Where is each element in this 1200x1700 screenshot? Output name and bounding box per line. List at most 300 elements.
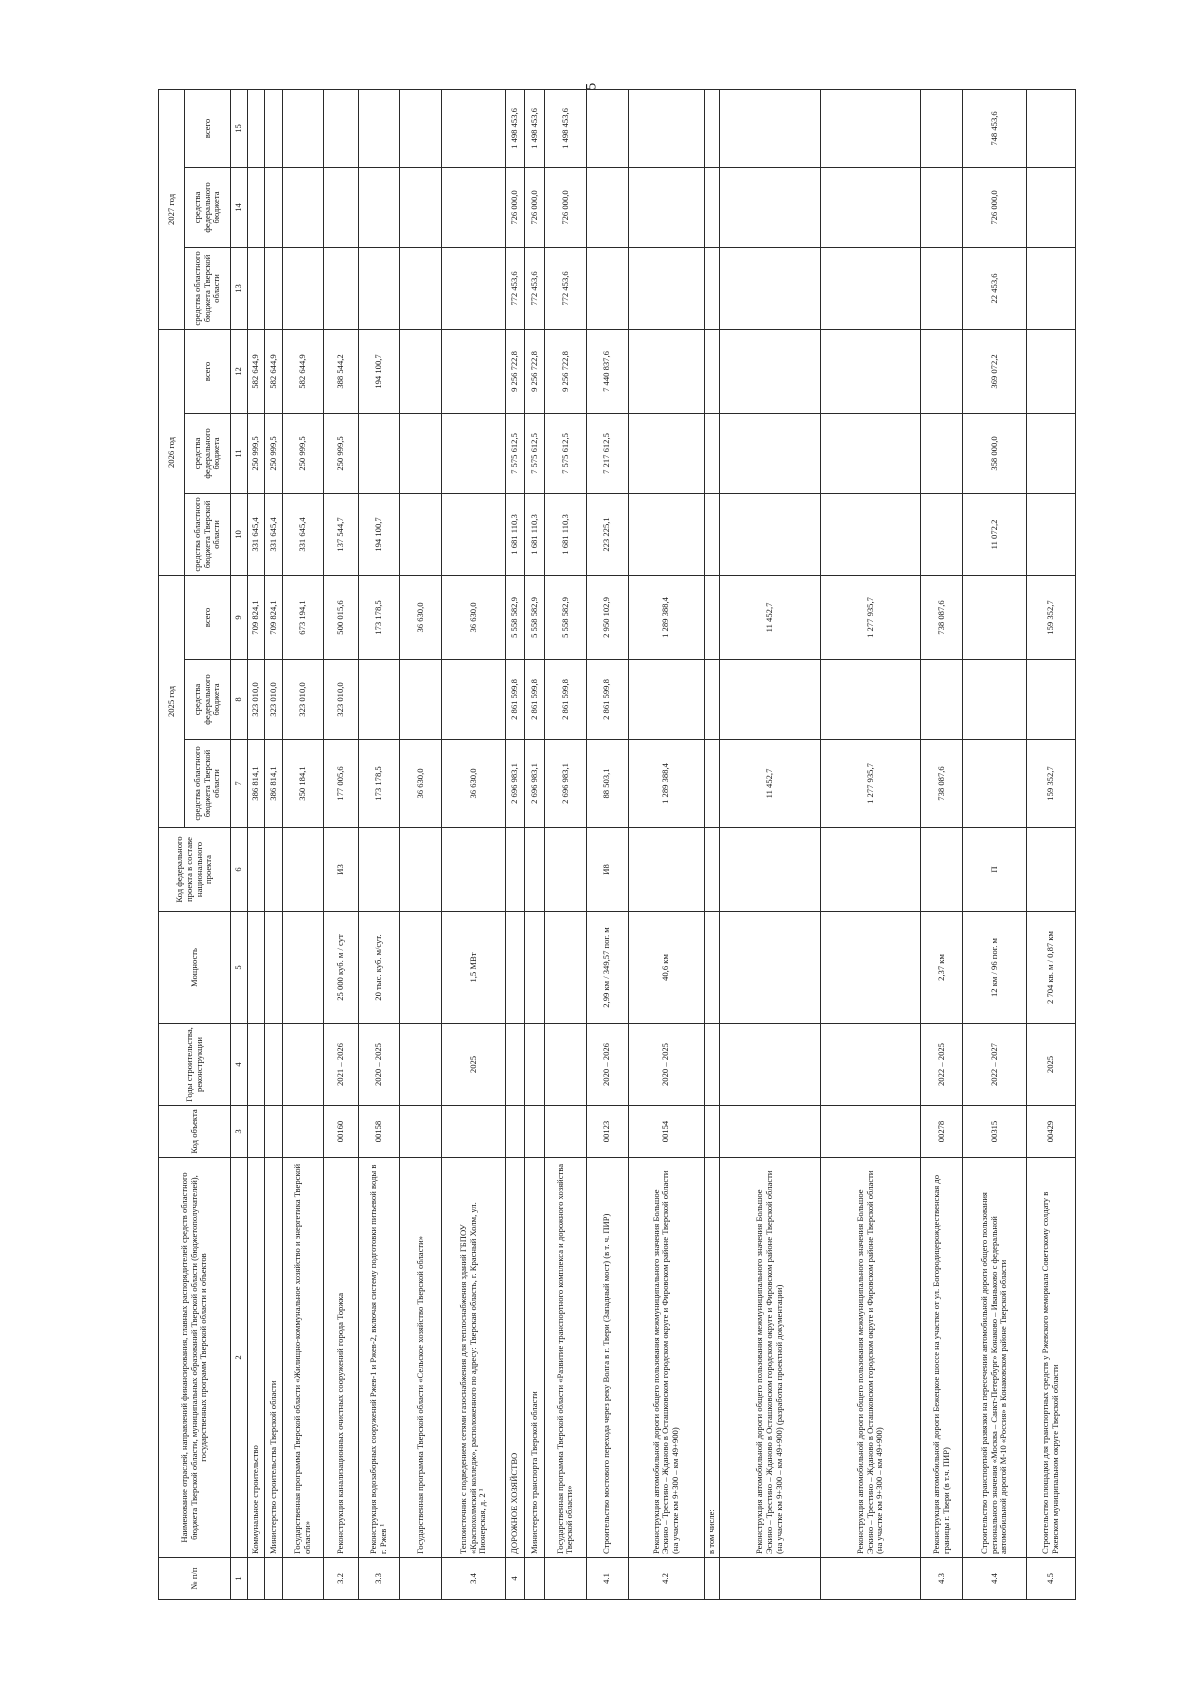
table-cell-t27: 748 453,6 [963, 89, 1027, 167]
table-cell-f27 [704, 167, 719, 247]
header-fedproj: Код федерального проекта в составе национального проекта [159, 828, 231, 912]
table-cell-years [545, 1024, 587, 1106]
table-cell-t27 [358, 89, 400, 167]
table-cell-code [248, 1106, 265, 1158]
table-cell-r26: 194 100,7 [358, 493, 400, 575]
table-cell-num [545, 1558, 587, 1600]
header-code: Код объекта [159, 1106, 231, 1158]
page-number: 5 [583, 82, 600, 91]
table-cell-r26: 1 681 110,3 [505, 493, 525, 575]
table-cell-f27 [720, 167, 821, 247]
table-cell-t26 [921, 329, 963, 413]
table-cell-code: 00123 [586, 1106, 628, 1158]
table-cell-r27 [628, 247, 704, 329]
table-cell-t25: 5 558 582,9 [505, 575, 525, 659]
table-row [282, 89, 324, 1599]
table-cell-t27 [324, 89, 358, 167]
table-cell-t27: 1 498 453,6 [525, 89, 545, 167]
table-cell-t25: 159 352,7 [1026, 575, 1075, 659]
table-cell-r26 [704, 493, 719, 575]
column-index: 12 [231, 329, 248, 413]
table-cell-r27 [324, 247, 358, 329]
table-cell-num [704, 1558, 719, 1600]
table-cell-power [545, 912, 587, 1024]
column-index: 8 [231, 660, 248, 740]
table-cell-power: 20 тыс. куб. м/сут. [358, 912, 400, 1024]
table-cell-num: 4.4 [963, 1558, 1027, 1600]
table-cell-r25: 738 087,6 [921, 740, 963, 828]
header-years: Годы строительства, реконструкции [159, 1024, 231, 1106]
table-cell-years: 2020 – 2026 [586, 1024, 628, 1106]
table-cell-power: 2,99 км / 349,57 пог. м [586, 912, 628, 1024]
header-2025-federal: средства федерального бюджета [185, 660, 231, 740]
table-cell-code [282, 1106, 324, 1158]
table-row [358, 89, 400, 1599]
header-2027-regional: средства областного бюджета Тверской области [185, 247, 231, 329]
table-cell-f25: 2 861 599,8 [545, 660, 587, 740]
header-2025-total: всего [185, 575, 231, 659]
table-cell-num [248, 1558, 265, 1600]
table-cell-f26 [921, 413, 963, 493]
table-cell-code: 00315 [963, 1106, 1027, 1158]
table-cell-r25: 386 814,1 [265, 740, 282, 828]
table-row [400, 89, 442, 1599]
table-row [324, 89, 358, 1599]
table-cell-name: Государственная программа Тверской области «Жилищно-коммунальное хозяйство и энергетика Тверской области» [282, 1158, 324, 1558]
table-cell-t25: 738 087,6 [921, 575, 963, 659]
table-cell-r27 [720, 247, 821, 329]
table-cell-t27: 1 498 453,6 [545, 89, 587, 167]
header-2025-regional: средства областного бюджета Тверской области [185, 740, 231, 828]
table-cell-name: Строительство мостового перехода через реку Волга в г. Твери (Западный мост) (в т. ч. ПИР) [586, 1158, 628, 1558]
table-cell-t25: 36 630,0 [400, 575, 442, 659]
table-cell-t27 [820, 89, 921, 167]
table-cell-years: 2020 – 2025 [358, 1024, 400, 1106]
table-cell-power [720, 912, 821, 1024]
table-row [720, 89, 821, 1599]
table-cell-power: 12 км / 96 пог. м [963, 912, 1027, 1024]
table-cell-f26: 7 217 612,5 [586, 413, 628, 493]
table-cell-r25: 36 630,0 [400, 740, 442, 828]
table-cell-f25: 323 010,0 [248, 660, 265, 740]
table-cell-t27 [248, 89, 265, 167]
table-cell-t26 [442, 329, 506, 413]
header-2027-federal: средства федерального бюджета [185, 167, 231, 247]
table-cell-f26: 358 000,0 [963, 413, 1027, 493]
table-cell-r25: 177 005,6 [324, 740, 358, 828]
table-cell-t26: 369 072,2 [963, 329, 1027, 413]
table-cell-name: ДОРОЖНОЕ ХОЗЯЙСТВО [505, 1158, 525, 1558]
table-cell-fp: И8 [586, 828, 628, 912]
table-cell-r25: 36 630,0 [442, 740, 506, 828]
table-cell-f26: 250 999,5 [324, 413, 358, 493]
table-cell-name: Реконструкция автомобильной дороги общего пользования межмуниципального значения Большое Эскино – Трестино – Жданово в Осташковском городском округе и Фировском районе Тверской области (на участке км 9+300 – км 49+900) [820, 1158, 921, 1558]
table-cell-fp [720, 828, 821, 912]
table-cell-code [442, 1106, 506, 1158]
table-cell-r25: 386 814,1 [248, 740, 265, 828]
table-cell-name: Строительство площадки для транспортных средств у Ржевского мемориала Советскому солдату в Ржевском муниципальном округе Тверской области [1026, 1158, 1075, 1558]
table-row [586, 89, 628, 1599]
table-cell-f25: 323 010,0 [324, 660, 358, 740]
table-cell-t25 [963, 575, 1027, 659]
table-cell-years [400, 1024, 442, 1106]
table-cell-name: Строительство транспортной развязки на пересечении автомобильной дороги общего пользования регионального значения «Москва – Санкт-Петербург» Конаково – Иваньково с федеральной автомобильной дорогой М-10 «Россия» в Конаковском районе Тверской области [963, 1158, 1027, 1558]
table-cell-r26: 1 681 110,3 [545, 493, 587, 575]
table-cell-t27 [586, 89, 628, 167]
table-cell-fp [248, 828, 265, 912]
column-index: 14 [231, 167, 248, 247]
table-cell-t27 [442, 89, 506, 167]
table-row [963, 89, 1027, 1599]
table-cell-t26 [400, 329, 442, 413]
table-cell-t26: 194 100,7 [358, 329, 400, 413]
column-index: 3 [231, 1106, 248, 1158]
table-cell-t25: 500 015,6 [324, 575, 358, 659]
table-cell-power [505, 912, 525, 1024]
table-cell-t26: 9 256 722,8 [545, 329, 587, 413]
table-cell-t25: 2 950 102,9 [586, 575, 628, 659]
table-cell-f27: 726 000,0 [525, 167, 545, 247]
table-cell-f25 [628, 660, 704, 740]
table-cell-f27 [1026, 167, 1075, 247]
table-cell-f26: 250 999,5 [265, 413, 282, 493]
table-cell-t25: 1 289 388,4 [628, 575, 704, 659]
table-cell-power: 2,37 км [921, 912, 963, 1024]
table-cell-t26: 582 644,9 [265, 329, 282, 413]
table-cell-r26: 331 645,4 [248, 493, 265, 575]
table-cell-years [820, 1024, 921, 1106]
table-cell-num [265, 1558, 282, 1600]
table-cell-r26: 331 645,4 [282, 493, 324, 575]
table-cell-f26 [720, 413, 821, 493]
table-cell-code [505, 1106, 525, 1158]
table-cell-t26 [720, 329, 821, 413]
table-cell-years [265, 1024, 282, 1106]
header-power: Мощность [159, 912, 231, 1024]
column-index: 4 [231, 1024, 248, 1106]
table-cell-power [282, 912, 324, 1024]
table-cell-f26: 250 999,5 [248, 413, 265, 493]
header-2025: 2025 год [159, 575, 185, 827]
table-row [545, 89, 587, 1599]
table-cell-t27: 1 498 453,6 [505, 89, 525, 167]
table-cell-f27 [358, 167, 400, 247]
table-cell-years [248, 1024, 265, 1106]
table-cell-years [525, 1024, 545, 1106]
table-cell-f25 [1026, 660, 1075, 740]
table-cell-f27 [265, 167, 282, 247]
table-cell-num: 3.4 [442, 1558, 506, 1600]
table-cell-t27 [720, 89, 821, 167]
table-cell-fp [400, 828, 442, 912]
table-cell-r25 [704, 740, 719, 828]
table-cell-t26: 7 440 837,6 [586, 329, 628, 413]
table-cell-years: 2020 – 2025 [628, 1024, 704, 1106]
table-cell-r26: 331 645,4 [265, 493, 282, 575]
table-cell-f27 [324, 167, 358, 247]
table-cell-f25 [720, 660, 821, 740]
table-cell-f25 [400, 660, 442, 740]
table-cell-f27 [586, 167, 628, 247]
table-cell-f27: 726 000,0 [545, 167, 587, 247]
table-cell-t25: 673 194,1 [282, 575, 324, 659]
table-cell-f25 [358, 660, 400, 740]
table-cell-f27 [442, 167, 506, 247]
table-cell-power [704, 912, 719, 1024]
table-cell-r27 [265, 247, 282, 329]
table-cell-f26 [400, 413, 442, 493]
table-cell-r26 [921, 493, 963, 575]
table-cell-fp: И3 [324, 828, 358, 912]
table-cell-f26: 7 575 612,5 [505, 413, 525, 493]
table-row [820, 89, 921, 1599]
table-cell-f25: 2 861 599,8 [586, 660, 628, 740]
table-cell-f27: 726 000,0 [505, 167, 525, 247]
table-cell-r27 [248, 247, 265, 329]
table-cell-r25: 173 178,5 [358, 740, 400, 828]
table-cell-f27 [820, 167, 921, 247]
table-cell-r27 [921, 247, 963, 329]
table-cell-r27 [704, 247, 719, 329]
table-cell-t26: 582 644,9 [282, 329, 324, 413]
table-cell-t27 [282, 89, 324, 167]
table-cell-f26 [704, 413, 719, 493]
table-cell-num: 4 [505, 1558, 525, 1600]
table-cell-code [720, 1106, 821, 1158]
table-cell-code: 00160 [324, 1106, 358, 1158]
table-cell-years [704, 1024, 719, 1106]
table-body [231, 89, 1076, 1599]
table-cell-t26 [820, 329, 921, 413]
table-cell-r26 [400, 493, 442, 575]
table-cell-name: Министерство строительства Тверской области [265, 1158, 282, 1558]
table-cell-name: Реконструкция водозаборных сооружений Ржев-1 и Ржев-2, включая систему подготовки питьевой воды в г. Ржев ¹ [358, 1158, 400, 1558]
table-cell-r26 [820, 493, 921, 575]
table-cell-r27: 772 453,6 [525, 247, 545, 329]
table-cell-f25 [704, 660, 719, 740]
table-cell-t25: 709 824,1 [265, 575, 282, 659]
table-cell-years [720, 1024, 821, 1106]
table-cell-fp [704, 828, 719, 912]
table-cell-r27 [1026, 247, 1075, 329]
table-row [248, 89, 265, 1599]
table-cell-t26: 388 544,2 [324, 329, 358, 413]
table-cell-num [720, 1558, 821, 1600]
table-cell-f26 [628, 413, 704, 493]
table-cell-r25 [963, 740, 1027, 828]
table-cell-years: 2025 [1026, 1024, 1075, 1106]
table-cell-code [704, 1106, 719, 1158]
table-cell-num: 4.1 [586, 1558, 628, 1600]
header-name: Наименование отраслей, направлений финансирования, главных распорядителей средств областного бюджета Тверской области, муниципальных образований Тверской области (бюджетополучателей), государственных программ Тверской области и объектов [159, 1158, 231, 1558]
table-cell-t27 [704, 89, 719, 167]
table-cell-f26 [820, 413, 921, 493]
table-cell-code: 00278 [921, 1106, 963, 1158]
table-cell-r27: 772 453,6 [545, 247, 587, 329]
table-cell-t27 [628, 89, 704, 167]
table-cell-f27: 726 000,0 [963, 167, 1027, 247]
table-cell-years: 2022 – 2027 [963, 1024, 1027, 1106]
table-cell-r26: 11 072,2 [963, 493, 1027, 575]
table-cell-num: 3.3 [358, 1558, 400, 1600]
table-cell-f27 [248, 167, 265, 247]
table-cell-r26 [720, 493, 821, 575]
table-cell-fp [820, 828, 921, 912]
table-cell-name: Теплоисточник с подведением сетями газоснабжения для теплоснабжения зданий ГБПОУ «Красnoхолмский колледж», расположенного по адресу: Тверская область, г. Красный Холм, ул. Пионерская, д. 2 ¹ [442, 1158, 506, 1558]
table-cell-code [400, 1106, 442, 1158]
table-cell-f25: 323 010,0 [265, 660, 282, 740]
table-cell-years: 2022 – 2025 [921, 1024, 963, 1106]
table-cell-r27 [820, 247, 921, 329]
table-cell-f25: 323 010,0 [282, 660, 324, 740]
header-num: № п/п [159, 1558, 231, 1600]
table-cell-f26 [358, 413, 400, 493]
table-row [505, 89, 525, 1599]
table-cell-f26 [1026, 413, 1075, 493]
table-cell-power [820, 912, 921, 1024]
table-row [921, 89, 963, 1599]
table-cell-power [400, 912, 442, 1024]
table-cell-t25: 709 824,1 [248, 575, 265, 659]
table-cell-years [282, 1024, 324, 1106]
table-cell-r27 [358, 247, 400, 329]
table-cell-r26: 137 544,7 [324, 493, 358, 575]
table-cell-r27 [282, 247, 324, 329]
table-cell-fp [545, 828, 587, 912]
column-index: 1 [231, 1558, 248, 1600]
table-cell-f26 [442, 413, 506, 493]
table-cell-t27 [265, 89, 282, 167]
table-cell-power [525, 912, 545, 1024]
table-cell-fp [265, 828, 282, 912]
rotated-table-container [158, 100, 1076, 1600]
table-cell-num [400, 1558, 442, 1600]
table-cell-name: в том числе: [704, 1158, 719, 1558]
table-row [1026, 89, 1075, 1599]
table-cell-f27 [282, 167, 324, 247]
table-cell-r26: 1 681 110,3 [525, 493, 545, 575]
table-cell-r25: 2 696 983,1 [525, 740, 545, 828]
table-row [704, 89, 719, 1599]
table-cell-r26 [442, 493, 506, 575]
table-cell-r27 [586, 247, 628, 329]
table-cell-t26 [628, 329, 704, 413]
table-cell-fp [442, 828, 506, 912]
table-cell-num [525, 1558, 545, 1600]
table-cell-fp [1026, 828, 1075, 912]
table-cell-r25: 2 696 983,1 [545, 740, 587, 828]
table-cell-name: Реконструкция автомобильной дороги Бежецкое шоссе на участке от ул. Богородицерождественская до границы г. Твери (в т.ч. ПИР) [921, 1158, 963, 1558]
table-cell-num [820, 1558, 921, 1600]
table-cell-r26 [628, 493, 704, 575]
table-cell-code [820, 1106, 921, 1158]
table-cell-num: 4.5 [1026, 1558, 1075, 1600]
table-cell-t27 [400, 89, 442, 167]
table-cell-r25: 350 184,1 [282, 740, 324, 828]
table-cell-name: Реконструкция автомобильной дороги общего пользования межмуниципального значения Большое Эскино – Трестино – Жданово в Осташковском городском округе и Фировском районе Тверской области (на участке км 9+300 – км 49+900) [628, 1158, 704, 1558]
table-cell-r26: 223 225,1 [586, 493, 628, 575]
table-cell-fp [525, 828, 545, 912]
table-cell-num: 3.2 [324, 1558, 358, 1600]
column-index: 9 [231, 575, 248, 659]
table-cell-f25 [442, 660, 506, 740]
table-row [628, 89, 704, 1599]
table-cell-t27 [1026, 89, 1075, 167]
table-cell-f27 [628, 167, 704, 247]
table-cell-num [282, 1558, 324, 1600]
table-cell-f26: 250 999,5 [282, 413, 324, 493]
table-cell-name: Реконструкция канализационных очистных сооружений города Торжка [324, 1158, 358, 1558]
table-cell-code: 00429 [1026, 1106, 1075, 1158]
table-cell-t26: 9 256 722,8 [525, 329, 545, 413]
table-cell-power: 1,5 МВт [442, 912, 506, 1024]
table-cell-f25 [963, 660, 1027, 740]
table-cell-code [265, 1106, 282, 1158]
table-cell-name: Министерство транспорта Тверской области [525, 1158, 545, 1558]
table-cell-f26: 7 575 612,5 [545, 413, 587, 493]
header-2026: 2026 год [159, 329, 185, 575]
table-cell-f25: 2 861 599,8 [525, 660, 545, 740]
header-2027-total: всего [185, 89, 231, 167]
table-cell-f25 [921, 660, 963, 740]
table-cell-fp [628, 828, 704, 912]
table-cell-name: Государственная программа Тверской области «Сельское хозяйство Тверской области» [400, 1158, 442, 1558]
table-cell-years: 2025 [442, 1024, 506, 1106]
table-cell-t25: 11 452,7 [720, 575, 821, 659]
table-cell-t25 [704, 575, 719, 659]
table-row [525, 89, 545, 1599]
table-cell-r27: 772 453,6 [505, 247, 525, 329]
table-cell-code: 00158 [358, 1106, 400, 1158]
table-cell-r25: 11 452,7 [720, 740, 821, 828]
budget-table [158, 89, 1076, 1600]
table-cell-r25: 1 289 388,4 [628, 740, 704, 828]
table-row [442, 89, 506, 1599]
table-cell-r26 [1026, 493, 1075, 575]
table-cell-power: 2 704 кв. м / 0,87 км [1026, 912, 1075, 1024]
table-cell-fp [282, 828, 324, 912]
table-cell-t26 [704, 329, 719, 413]
table-cell-fp [921, 828, 963, 912]
table-cell-r25: 88 503,1 [586, 740, 628, 828]
table-cell-power: 25 000 куб. м / сут [324, 912, 358, 1024]
table-cell-power [265, 912, 282, 1024]
table-cell-name: Коммунальное строительство [248, 1158, 265, 1558]
table-cell-t25: 1 277 935,7 [820, 575, 921, 659]
table-cell-r27 [442, 247, 506, 329]
table-row [265, 89, 282, 1599]
table-cell-t25: 36 630,0 [442, 575, 506, 659]
table-cell-fp: П [963, 828, 1027, 912]
table-cell-f26: 7 575 612,5 [525, 413, 545, 493]
table-cell-num: 4.3 [921, 1558, 963, 1600]
column-index: 5 [231, 912, 248, 1024]
column-index-row [231, 89, 248, 1599]
column-index: 11 [231, 413, 248, 493]
table-cell-t26 [1026, 329, 1075, 413]
table-cell-years [505, 1024, 525, 1106]
column-index: 15 [231, 89, 248, 167]
table-cell-r27: 22 453,6 [963, 247, 1027, 329]
column-index: 13 [231, 247, 248, 329]
table-cell-t26: 9 256 722,8 [505, 329, 525, 413]
table-cell-r25: 1 277 935,7 [820, 740, 921, 828]
table-cell-fp [505, 828, 525, 912]
table-cell-r25: 159 352,7 [1026, 740, 1075, 828]
table-cell-f25: 2 861 599,8 [505, 660, 525, 740]
table-cell-fp [358, 828, 400, 912]
table-cell-f27 [921, 167, 963, 247]
